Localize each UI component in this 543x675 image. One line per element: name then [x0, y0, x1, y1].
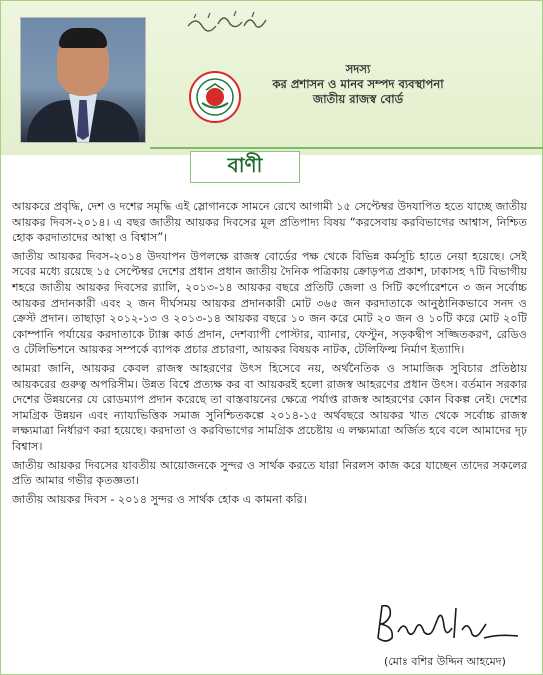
- designation-line-1: সদস্য: [345, 62, 371, 76]
- paragraph-5: জাতীয় আয়কর দিবস - ২০১৪ সুন্দর ও সার্থক হোক এ কামনা করি।: [12, 492, 307, 506]
- message-body: [12, 199, 527, 510]
- nbr-emblem-icon: [188, 70, 242, 124]
- paragraph-3: আমরা জানি, আয়কর কেবল রাজস্ব আহরণের উৎস হিসেবে নয়, অর্থনৈতিক ও সামাজিক সুবিচার প্রতিষ্ঠায় আয়করের গুরুত্ব অপরিসীম। উন্নত বিশ্বে প্রত্যক্ষ কর বা আয়করই হলো রাজস্ব আহরণের প্রধান উৎস। বর্তমান সরকার দেশের উন্নয়নের যে রোডম্যাপ প্রদান করেছে তা বাস্তবায়নের ক্ষেত্রে পর্যাপ্ত রাজস্ব আহরণের কোন বিকল্প নেই। দেশের সামগ্রিক উন্নয়ন এবং ন্যায্যভিত্তিক সমাজ সুনিশ্চিতকল্পে ২০১৪-১৫ অর্থবছরে আয়কর খাত থেকে সর্বোচ্চ রাজস্ব লক্ষ্যমাত্রা নির্ধারণ করা হয়েছে। করদাতা ও করবিভাগের সামগ্রিক প্রচেষ্টায় এ লক্ষ্যমাত্রা অর্জিত হবে বলে আমাদের দৃঢ় বিশ্বাস।: [12, 361, 527, 453]
- designation-line-2: কর প্রশাসন ও মানব সম্পদ ব্যবস্থাপনা: [272, 77, 444, 91]
- page-title: বাণী: [190, 151, 300, 183]
- signatory-name: (মোঃ বশির উদ্দিন আহমেদ): [384, 655, 506, 668]
- handwritten-signature: [372, 598, 522, 648]
- header-divider: [150, 147, 543, 149]
- portrait-hair: [59, 28, 107, 48]
- portrait-photo: [20, 17, 146, 143]
- paragraph-2: জাতীয় আয়কর দিবস-২০১৪ উদযাপন উপলক্ষে রাজস্ব বোর্ডের পক্ষ থেকে বিভিন্ন কর্মসূচি হাতে নেয়া হয়েছে। সেই সবের মধ্যে রয়েছে ১৫ সেপ্টেম্বর দেশের প্রধান প্রধান জাতীয় দৈনিক পত্রিকায় ক্রোড়পত্র প্রকাশ, ঢাকাসহ ৭টি বিভাগীয় শহরে জাতীয় আয়কর দিবসের র‍্যালি, ২০১৩-১৪ আয়কর বছরে প্রতিটি জেলা ও সিটি কর্পোরেশনে ৩ জন সর্বোচ্চ আয়কর প্রদানকারী এবং ২ জন দীর্ঘসময় আয়কর প্রদানকারী মোট ৩৬৫ জন করদাতাকে আনুষ্ঠানিকভাবে সনদ ও ক্রেস্ট প্রদান। তাছাড়া ২০১২-১৩ ও ২০১৩-১৪ আয়কর বছরে ১০ জন করে মোট ২০ জন ও ১০টি করে মোট ২০টি কোম্পানি পর্যায়ের করদাতাকে ট্যাক্স কার্ড প্রদান, দেশব্যাপী পোস্টার, ব্যানার, ফেস্টুন, সড়কদ্বীপ সজ্জিতকরণ, রেডিও ও টেলিভিশনে আয়কর সম্পর্কে ব্যাপক প্রচার প্রচারণা, আয়কর বিষয়ক নাটক, টেলিফিল্ম নির্মাণ ইত্যাদি।: [12, 249, 527, 357]
- designation-line-3: জাতীয় রাজস্ব বোর্ড: [312, 92, 404, 106]
- paragraph-4: জাতীয় আয়কর দিবসের যাবতীয় আয়োজনকে সুন্দর ও সার্থক করতে যারা নিরলস কাজ করে যাচ্ছেন তাদের সকলের প্রতি আমার গভীর কৃতজ্ঞতা।: [12, 458, 527, 488]
- designation-block: [258, 62, 458, 107]
- calligraphy-bismillah: [186, 8, 268, 34]
- paragraph-1: আয়করে প্রবৃদ্ধি, দেশ ও দশের সমৃদ্ধি এই স্লোগানকে সামনে রেখে আগামী ১৫ সেপ্টেম্বর উদযাপিত হতে যাচ্ছে জাতীয় আয়কর দিবস-২০১৪। এ বছর জাতীয় আয়কর দিবসের মূল প্রতিপাদ্য বিষয় “করসেবায় করবিভাগের আশ্বাস, নিশ্চিত হোক করদাতাদের আস্থা ও বিশ্বাস”।: [12, 200, 527, 245]
